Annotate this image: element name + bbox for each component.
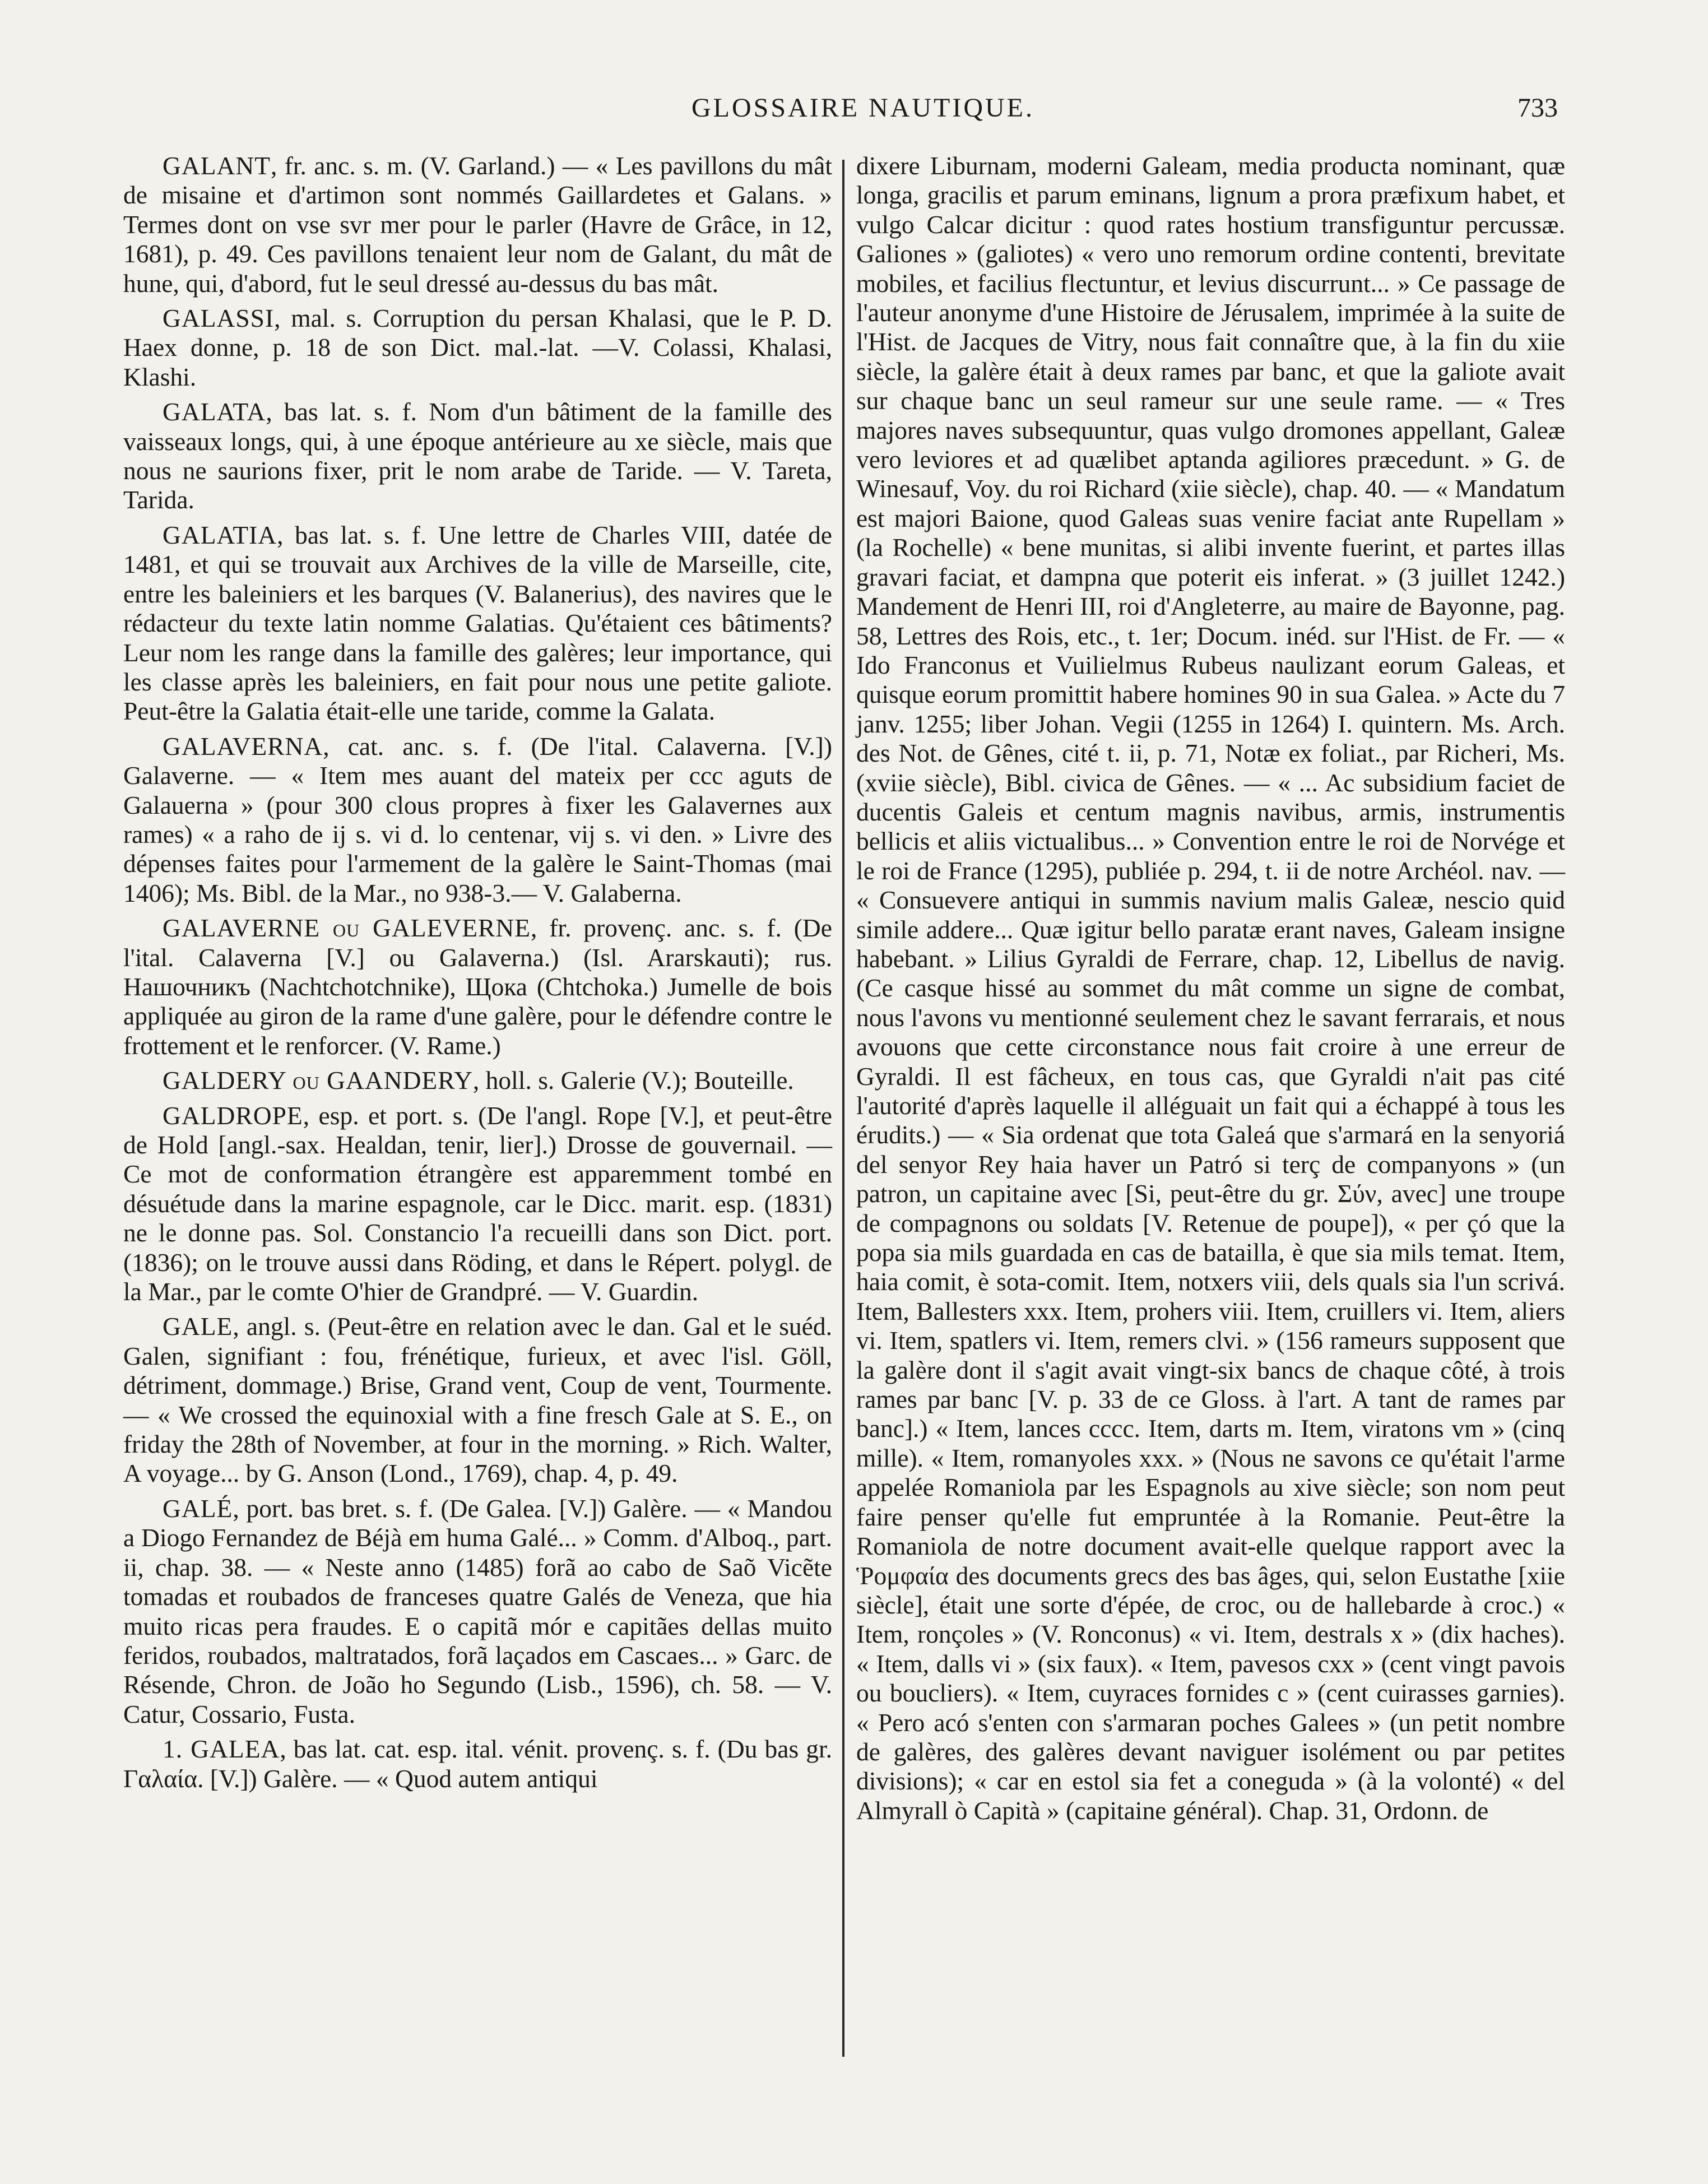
entry-galaverne <box>123 914 832 1060</box>
entry-galea <box>123 1735 832 1793</box>
entry-galdrope <box>123 1101 832 1307</box>
entry-text: , angl. s. (Peut-être en relation avec le dan. Gal et le suéd. Galen, signifiant : fou, frénétique, furieux, et avec l'isl. Göll, détriment, dommage.) Brise, Grand vent, Coup de vent, Tourmente. — « We crossed the equinoxial with a fine fresch Gale at S. E., on friday the 28th of November, at four in the morning. » Rich. Walter, A voyage... by G. Anson (Lond., 1769), chap. 4, p. 49. <box>123 1312 832 1488</box>
entry-text: , mal. s. Corruption du persan Khalasi, que le P. D. Haex donne, p. 18 de son Dict. mal.-lat. —V. Colassi, Khalasi, Klashi. <box>123 304 832 391</box>
headword: GALDROPE <box>163 1101 303 1130</box>
entry-galea-continued: dixere Liburnam, moderni Galeam, media producta nominant, quæ longa, gracilis et parum eminans, lignum a prora præfixum habet, et vulgo Calcar dicitur : quod rates hostium transfiguntur percussæ. Galiones » (galiotes) « vero uno remorum ordine contenti, brevitate mobiles, et facilius flectuntur, et levius discurrunt... » Ce passage de l'auteur anonyme d'une Histoire de Jérusalem, imprimée à la suite de l'Hist. de Jacques de Vitry, nous fait connaître que, à la fin du xiie siècle, la galère était à deux rames par banc, et que la galiote avait sur chaque banc un seul rameur sur une seule rame. — « Tres majores naves subsequuntur, quas vulgo dromones appellant, Galeæ vero leviores et ad quælibet aptanda agiliores præcedunt. » G. de Winesauf, Voy. du roi Richard (xiie siècle), chap. 40. — « Mandatum est majori Baione, quod Galeas suas venire faciat ante Rupellam » (la Rochelle) « bene munitas, si alibi invente fuerint, et partes illas gravari faciat, et dampna que poterit eis inferat. » (3 juillet 1242.) Mandement de Henri III, roi d'Angleterre, au maire de Bayonne, pag. 58, Lettres des Rois, etc., t. 1er; Docum. inéd. sur l'Hist. de Fr. — « Ido Franconus et Vuilielmus Rubeus naulizant eorum Galeas, et quisque eorum promittit habere homines 90 in sua Galea. » Acte du 7 janv. 1255; liber Johan. Vegii (1255 in 1264) I. quintern. Ms. Arch. des Not. de Gênes, cité t. ii, p. 71, Notæ ex foliat., par Richeri, Ms. (xviie siècle), Bibl. civica de Gênes. — « ... Ac subsidium faciet de ducentis Galeis et centum magnis navibus, armis, instrumentis bellicis et aliis victualibus... » Convention entre le roi de Norvége et le roi de France (1295), publiée p. 294, t. ii de notre Archéol. nav. — « Consuevere antiqui in summis navium malis Galeæ, nescio quid simile addere... Quæ igitur bello paratæ erant naves, Galeam insigne habebant. » Lilius Gyraldi de Ferrare, chap. 12, Libellus de navig. (Ce casque hissé au sommet du mât comme un signe de combat, nous l'avons vu mentionné seulement chez le savant ferrarais, et nous avouons que cette circonstance nous fait croire à une erreur de Gyraldi. Il est fâcheux, en tous cas, que Gyraldi n'ait pas cité l'autorité d'après laquelle il alléguait un fait qui a échappé à tous les érudits.) — « Sia ordenat que tota Galeá que s'armará en la senyoriá del senyor Rey haia haver un Patró si terç de companyons » (un patron, un capitaine avec [Si, peut-être du gr. Σύν, avec] une troupe de compagnons ou soldats [V. Retenue de poupe]), « per çó que la popa sia mils guardada en cas de batailla, è que sia mils temat. Item, haia comit, è sota-comit. Item, notxers viii, dels quals sia l'un scrivá. Item, Ballesters xxx. Item, prohers viii. Item, cruillers vi. Item, aliers vi. Item, spatlers vi. Item, remers clvi. » (156 rameurs supposent que la galère dont il s'agit avait vingt-six bancs de chaque côté, à trois rames par banc [V. p. 33 de ce Gloss. à l'art. A tant de rames par banc].) « Item, lances cccc. Item, darts m. Item, viratons vm » (cinq mille). « Item, romanyoles xxx. » (Nous ne savons ce qu'était l'arme appelée Romaniola par les Espagnols au xive siècle; son nom peut faire penser qu'elle fut empruntée à la Romanie. Peut-être la Romaniola de notre document avait-elle quelque rapport avec la Ῥομφαία des documents grecs des bas âges, qui, selon Eustathe [xiie siècle], était une sorte d'épée, de croc, ou de hallebarde à croc.) « Item, ronçoles » (V. Ronconus) « vi. Item, destrals x » (dix haches). « Item, dalls vi » (six faux). « Item, pavesos cxx » (cent vingt pavois ou boucliers). « Item, cuyraces fornides c » (cent cuirasses garnies). « Pero acó s'enten con s'armaran poches Galees » (un petit nombre de galères, des galères devant naviguer isolément ou par petites divisions); « car en estol sia fet a coneguda » (à la volonté) « del Almyrall ò Capità » (capitaine général). Chap. 31, Ordonn. de <box>856 151 1565 1825</box>
right-column <box>856 151 1565 1825</box>
headword: GALÉ <box>163 1494 233 1523</box>
entry-galatia <box>123 521 832 726</box>
entry-text: , esp. et port. s. (De l'angl. Rope [V.], et peut-être de Hold [angl.-sax. Healdan, tenir, lier].) Drosse de gouvernail. — Ce mot de conformation étrangère est apparemment tombé en désuétude dans la marine espagnole, car le Dicc. marit. esp. (1831) ne le donne pas. Sol. Constancio l'a recueilli dans son Dict. port. (1836); on le trouve aussi dans Röding, et dans le Répert. polygl. de la Mar., par le comte O'hier de Grandpré. — V. Guardin. <box>123 1101 832 1306</box>
headword: GALASSI <box>163 304 275 333</box>
entry-text: , fr. provenç. anc. s. f. (De l'ital. Calaverna [V.] ou Galaverna.) (Isl. Ararskauti); rus. Нашочникъ (Nachtchotchnike), Щока (Chtchoka.) Jumelle de bois appliquée au giron de la rame d'une galère, pour le défendre contre le frottement et le renforcer. (V. Rame.) <box>123 914 832 1060</box>
entry-galata <box>123 397 832 515</box>
headword: GALE <box>163 1312 233 1341</box>
entry-text: , cat. anc. s. f. (De l'ital. Calaverna. [V.]) Galaverne. — « Item mes auant del mateix per ccc aguts de Galauerna » (pour 300 clous propres à fixer les Galavernes aux rames) « a raho de ij s. vi d. lo centenar, vij s. vi den. » Livre des dépenses faites pour l'armement de la galère le Saint-Thomas (mai 1406); Ms. Bibl. de la Mar., no 938-3.— V. Galaberna. <box>123 731 832 907</box>
entry-text: , bas lat. cat. esp. ital. vénit. provenç. s. f. (Du bas gr. Γαλαία. [V.]) Galère. — « Quod autem antiqui <box>123 1735 832 1793</box>
entry-text: , fr. anc. s. m. (V. Garland.) — « Les pavillons du mât de misaine et d'artimon sont nommés Gaillardetes et Galans. » Termes dont on vse svr mer pour le parler (Havre de Grâce, in 12, 1681), p. 49. Ces pavillons tenaient leur nom de Galant, du mât de hune, qui, d'abord, fut le seul dressé au-dessus du bas mât. <box>123 151 832 298</box>
running-title: GLOSSAIRE NAUTIQUE. <box>691 93 1034 123</box>
entry-gale <box>123 1312 832 1488</box>
entry-galassi <box>123 304 832 392</box>
headword: GALAVERNE ou GALEVERNE <box>163 914 531 943</box>
headword: GALAVERNA <box>163 731 323 761</box>
entry-galant <box>123 151 832 298</box>
headword: GALATIA <box>163 520 277 549</box>
headword: 1. GALEA <box>163 1735 280 1764</box>
entry-text: , bas lat. s. f. Une lettre de Charles VIII, datée de 1481, et qui se trouvait aux Archives de la ville de Marseille, cite, entre les baleiniers et les barques (V. Balanerius), des navires que le rédacteur du texte latin nomme Galatias. Qu'étaient ces bâtiments? Leur nom les range dans la famille des galères; leur importance, qui les classe après les baleiniers, en fait pour nous une petite galiote. Peut-être la Galatia était-elle une taride, comme la Galata. <box>123 520 832 726</box>
left-column <box>123 151 832 1799</box>
entry-text: , port. bas bret. s. f. (De Galea. [V.]) Galère. — « Mandou a Diogo Fernandez de Béjà em huma Galé... » Comm. d'Alboq., part. ii, chap. 38. — « Neste anno (1485) forã ao cabo de Saõ Vicẽte tomadas et roubados de franceses quatre Galés de Veneza, que hia muito ricas pera fraudes. E o capitã mór e capitães dellas muito feridos, roubados, maltratados, forã laçados em Cascaes... » Garc. de Résende, Chron. de João ho Segundo (Lisb., 1596), ch. 58. — V. Catur, Cossario, Fusta. <box>123 1494 832 1728</box>
column-divider <box>842 160 844 2057</box>
entry-gale-port <box>123 1494 832 1729</box>
entry-galdery <box>123 1066 832 1095</box>
page-number: 733 <box>1517 93 1558 123</box>
entry-galaverna <box>123 732 832 908</box>
headword: GALANT <box>163 151 271 180</box>
entry-text: , bas lat. s. f. Nom d'un bâtiment de la famille des vaisseaux longs, qui, à une époque antérieure au xe siècle, mais que nous ne saurions fixer, prit le nom arabe de Taride. — V. Tareta, Tarida. <box>123 397 832 514</box>
running-head <box>129 92 1597 132</box>
headword: GALATA <box>163 397 266 426</box>
headword: GALDERY ou GAANDERY <box>163 1066 473 1095</box>
entry-text: , holl. s. Galerie (V.); Bouteille. <box>472 1066 794 1095</box>
